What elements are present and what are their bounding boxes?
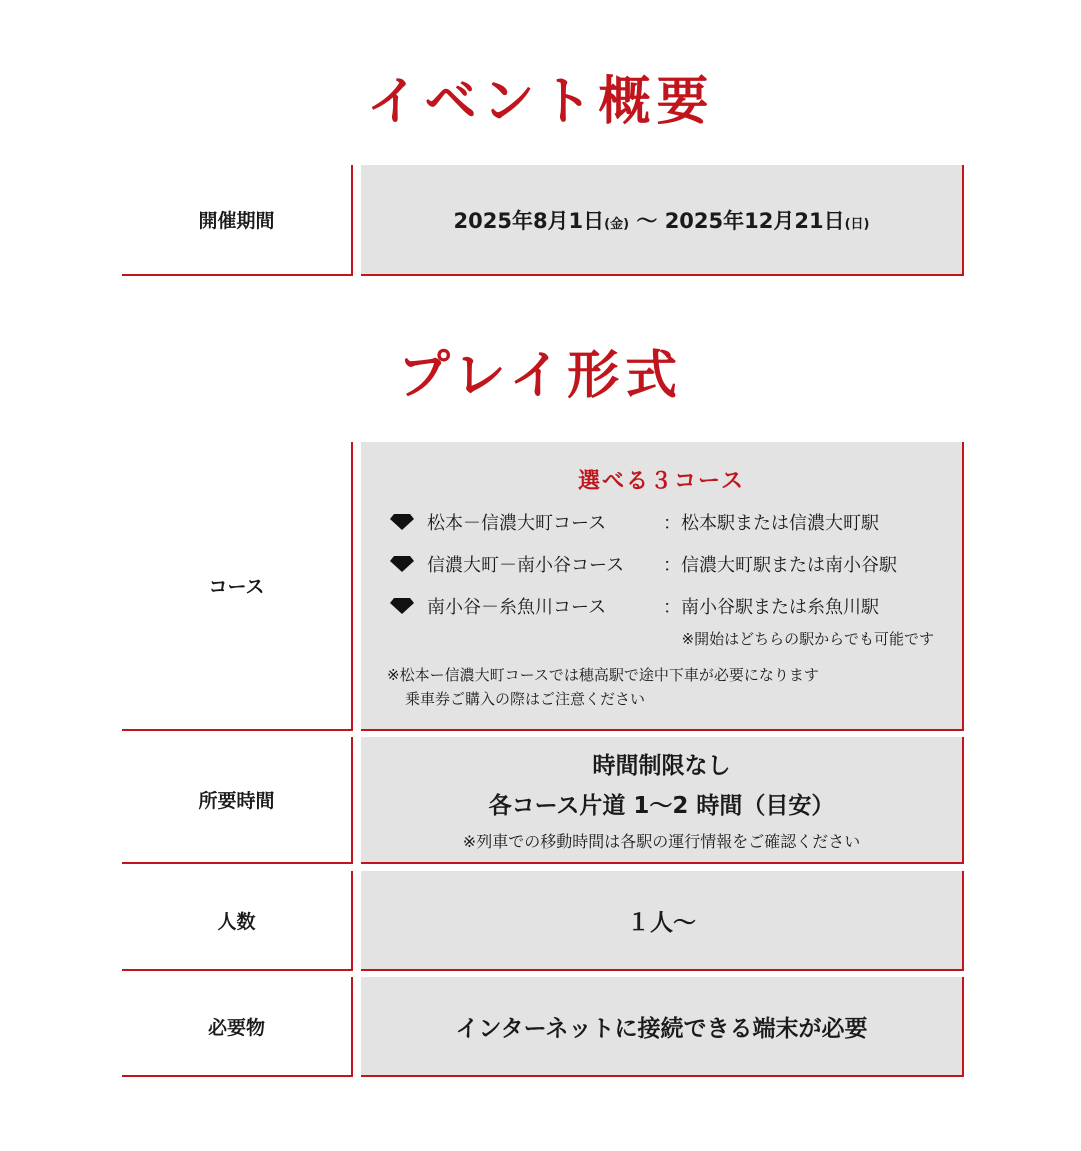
course-start-note: ※開始はどちらの駅からでも可能です (681, 630, 934, 648)
duration-value-cell (361, 737, 964, 864)
requirements-value-cell (361, 977, 964, 1077)
diamond-icon (389, 513, 415, 531)
course-label: コース (122, 442, 353, 731)
course-heading: 選べる３コース (578, 469, 745, 494)
requirements-label: 必要物 (122, 977, 353, 1077)
period-start: 2025年8月1日 (453, 208, 605, 233)
requirements-value: インターネットに接続できる端末が必要 (455, 1015, 868, 1042)
period-label: 開催期間 (122, 165, 353, 276)
course-transfer-note (387, 663, 819, 711)
period-end-day: (日) (844, 216, 870, 232)
duration-note: ※列車での移動時間は各駅の運行情報をご確認ください (462, 832, 861, 851)
course-stations: ：信濃大町駅または南小谷駅 (663, 555, 897, 576)
people-label: 人数 (122, 871, 353, 971)
transfer-note-line2: 乗車券ご購入の際はご注意ください (405, 690, 646, 708)
overview-title: イベント概要 (366, 71, 715, 132)
diamond-icon (389, 597, 415, 615)
period-end: 2025年12月21日 (664, 208, 845, 233)
duration-line2: 各コース片道 1〜2 時間（目安） (488, 793, 835, 819)
duration-line1: 時間制限なし (592, 753, 731, 779)
play-title: プレイ形式 (397, 345, 684, 406)
course-name: 松本－信濃大町コース (427, 513, 607, 534)
duration-label: 所要時間 (122, 737, 353, 864)
course-name: 南小谷－糸魚川コース (427, 597, 607, 618)
course-stations: ：松本駅または信濃大町駅 (663, 513, 879, 534)
people-value: １人〜 (627, 909, 696, 936)
transfer-note-line1: ※松本ー信濃大町コースでは穂高駅で途中下車が必要になります (387, 666, 819, 684)
course-item (389, 552, 897, 576)
course-item (389, 594, 879, 618)
course-stations: ：南小谷駅または糸魚川駅 (663, 597, 879, 618)
period-separator: 〜 (629, 208, 665, 233)
course-value-cell (361, 442, 964, 731)
people-value-cell (361, 871, 964, 971)
diamond-icon (389, 555, 415, 573)
period-start-day: (金) (604, 216, 630, 232)
period-value (454, 205, 870, 235)
course-item (389, 510, 879, 534)
course-name: 信濃大町－南小谷コース (427, 555, 625, 576)
period-value-cell (361, 165, 964, 276)
